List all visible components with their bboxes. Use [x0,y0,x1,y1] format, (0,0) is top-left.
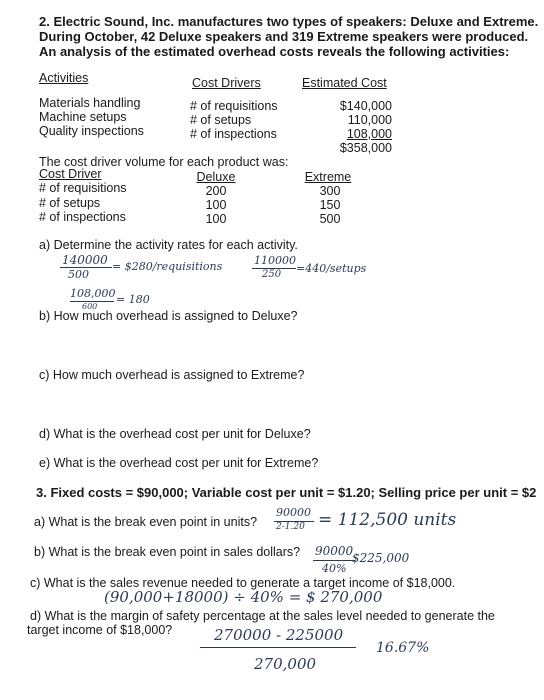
table1-row1-activity: Materials handling [39,96,141,110]
question-2b: b) How much overhead is assigned to Deluxe? [39,309,298,323]
hw-a1-numerator: 140000 [62,253,108,267]
hw-3c-calculation: (90,000+18000) ÷ 40% = $ 270,000 [104,588,383,606]
question-2c: c) How much overhead is assigned to Extreme? [39,368,305,382]
hw-a1-result: = $280/requisitions [112,260,223,273]
question-3d-line2: target income of $18,000? [27,623,173,637]
hw-3b-result: $225,000 [352,551,410,565]
table1-row2-activity: Machine setups [39,110,127,124]
hw-a2-denominator: 250 [262,269,282,280]
table2-header-cost-driver: Cost Driver [39,167,102,181]
hw-3a-denominator: 2-1.20 [276,522,305,532]
table2-row2-deluxe: 100 [205,198,227,212]
problem2-line3: An analysis of the estimated overhead costs reveals the following activities: [39,44,510,59]
table1-row1-driver: # of requisitions [190,99,278,113]
table2-row2-driver: # of setups [39,196,101,210]
hw-3b-numerator: 90000 [315,544,354,558]
problem2-line1: 2. Electric Sound, Inc. manufactures two types of speakers: Deluxe and Extreme. [39,14,539,29]
hw-a3-denominator: 600 [82,302,98,311]
table1-row3-cost: 108,000 [346,127,392,141]
table1-header-cost-drivers: Cost Drivers [192,76,261,90]
table1-row1-cost: $140,000 [339,99,392,113]
question-3b: b) What is the break even point in sales dollars? [34,545,301,559]
table1-header-estimated-cost: Estimated Cost [302,76,387,90]
table2-header-deluxe: Deluxe [196,170,236,184]
problem2-line2: During October, 42 Deluxe speakers and 319 Extreme speakers were produced. [39,29,529,44]
table2-row1-deluxe: 200 [205,184,227,198]
question-2a: a) Determine the activity rates for each activity. [39,238,298,252]
table2-header-extreme: Extreme [304,170,352,184]
question-2d: d) What is the overhead cost per unit for Deluxe? [39,427,311,441]
volume-intro: The cost driver volume for each product was: [39,155,289,169]
hw-3d-denominator: 270,000 [254,655,317,673]
hw-a2-result: =440/setups [296,262,367,275]
table1-header-activities: Activities [39,71,89,85]
hw-3b-denominator: 40% [322,562,347,575]
hw-a3-numerator: 108,000 [70,287,116,300]
problem3-title: 3. Fixed costs = $90,000; Variable cost per unit = $1.20; Selling price per unit = $2 [36,485,537,500]
table2-row1-extreme: 300 [319,184,341,198]
table2-row3-extreme: 500 [319,212,341,226]
hw-3a-result: = 112,500 units [318,510,457,530]
hw-3d-numerator: 270000 - 225000 [214,626,344,644]
table1-row3-driver: # of inspections [190,127,277,141]
table2-row2-extreme: 150 [319,198,341,212]
hw-3d-fraction-bar [200,647,356,648]
question-3c: c) What is the sales revenue needed to generate a target income of $18,000. [30,576,456,590]
question-2e: e) What is the overhead cost per unit for Extreme? [39,456,319,470]
hw-a3-result: = 180 [116,293,150,306]
table2-row3-driver: # of inspections [39,210,126,224]
hw-3a-numerator: 90000 [276,506,311,519]
table2-row1-driver: # of requisitions [39,181,127,195]
hw-a1-denominator: 500 [68,268,89,281]
question-3d-line1: d) What is the margin of safety percentage at the sales level needed to generate the [30,609,495,623]
hw-3d-result: 16.67% [376,640,430,656]
hw-3b-fraction-bar [313,560,355,561]
table1-row2-driver: # of setups [190,113,252,127]
hw-a2-numerator: 110000 [254,254,296,267]
question-3a: a) What is the break even point in units? [34,515,258,529]
table1-row2-cost: 110,000 [347,113,392,127]
table1-total: $358,000 [339,141,392,155]
table2-row3-deluxe: 100 [205,212,227,226]
table1-row3-activity: Quality inspections [39,124,144,138]
